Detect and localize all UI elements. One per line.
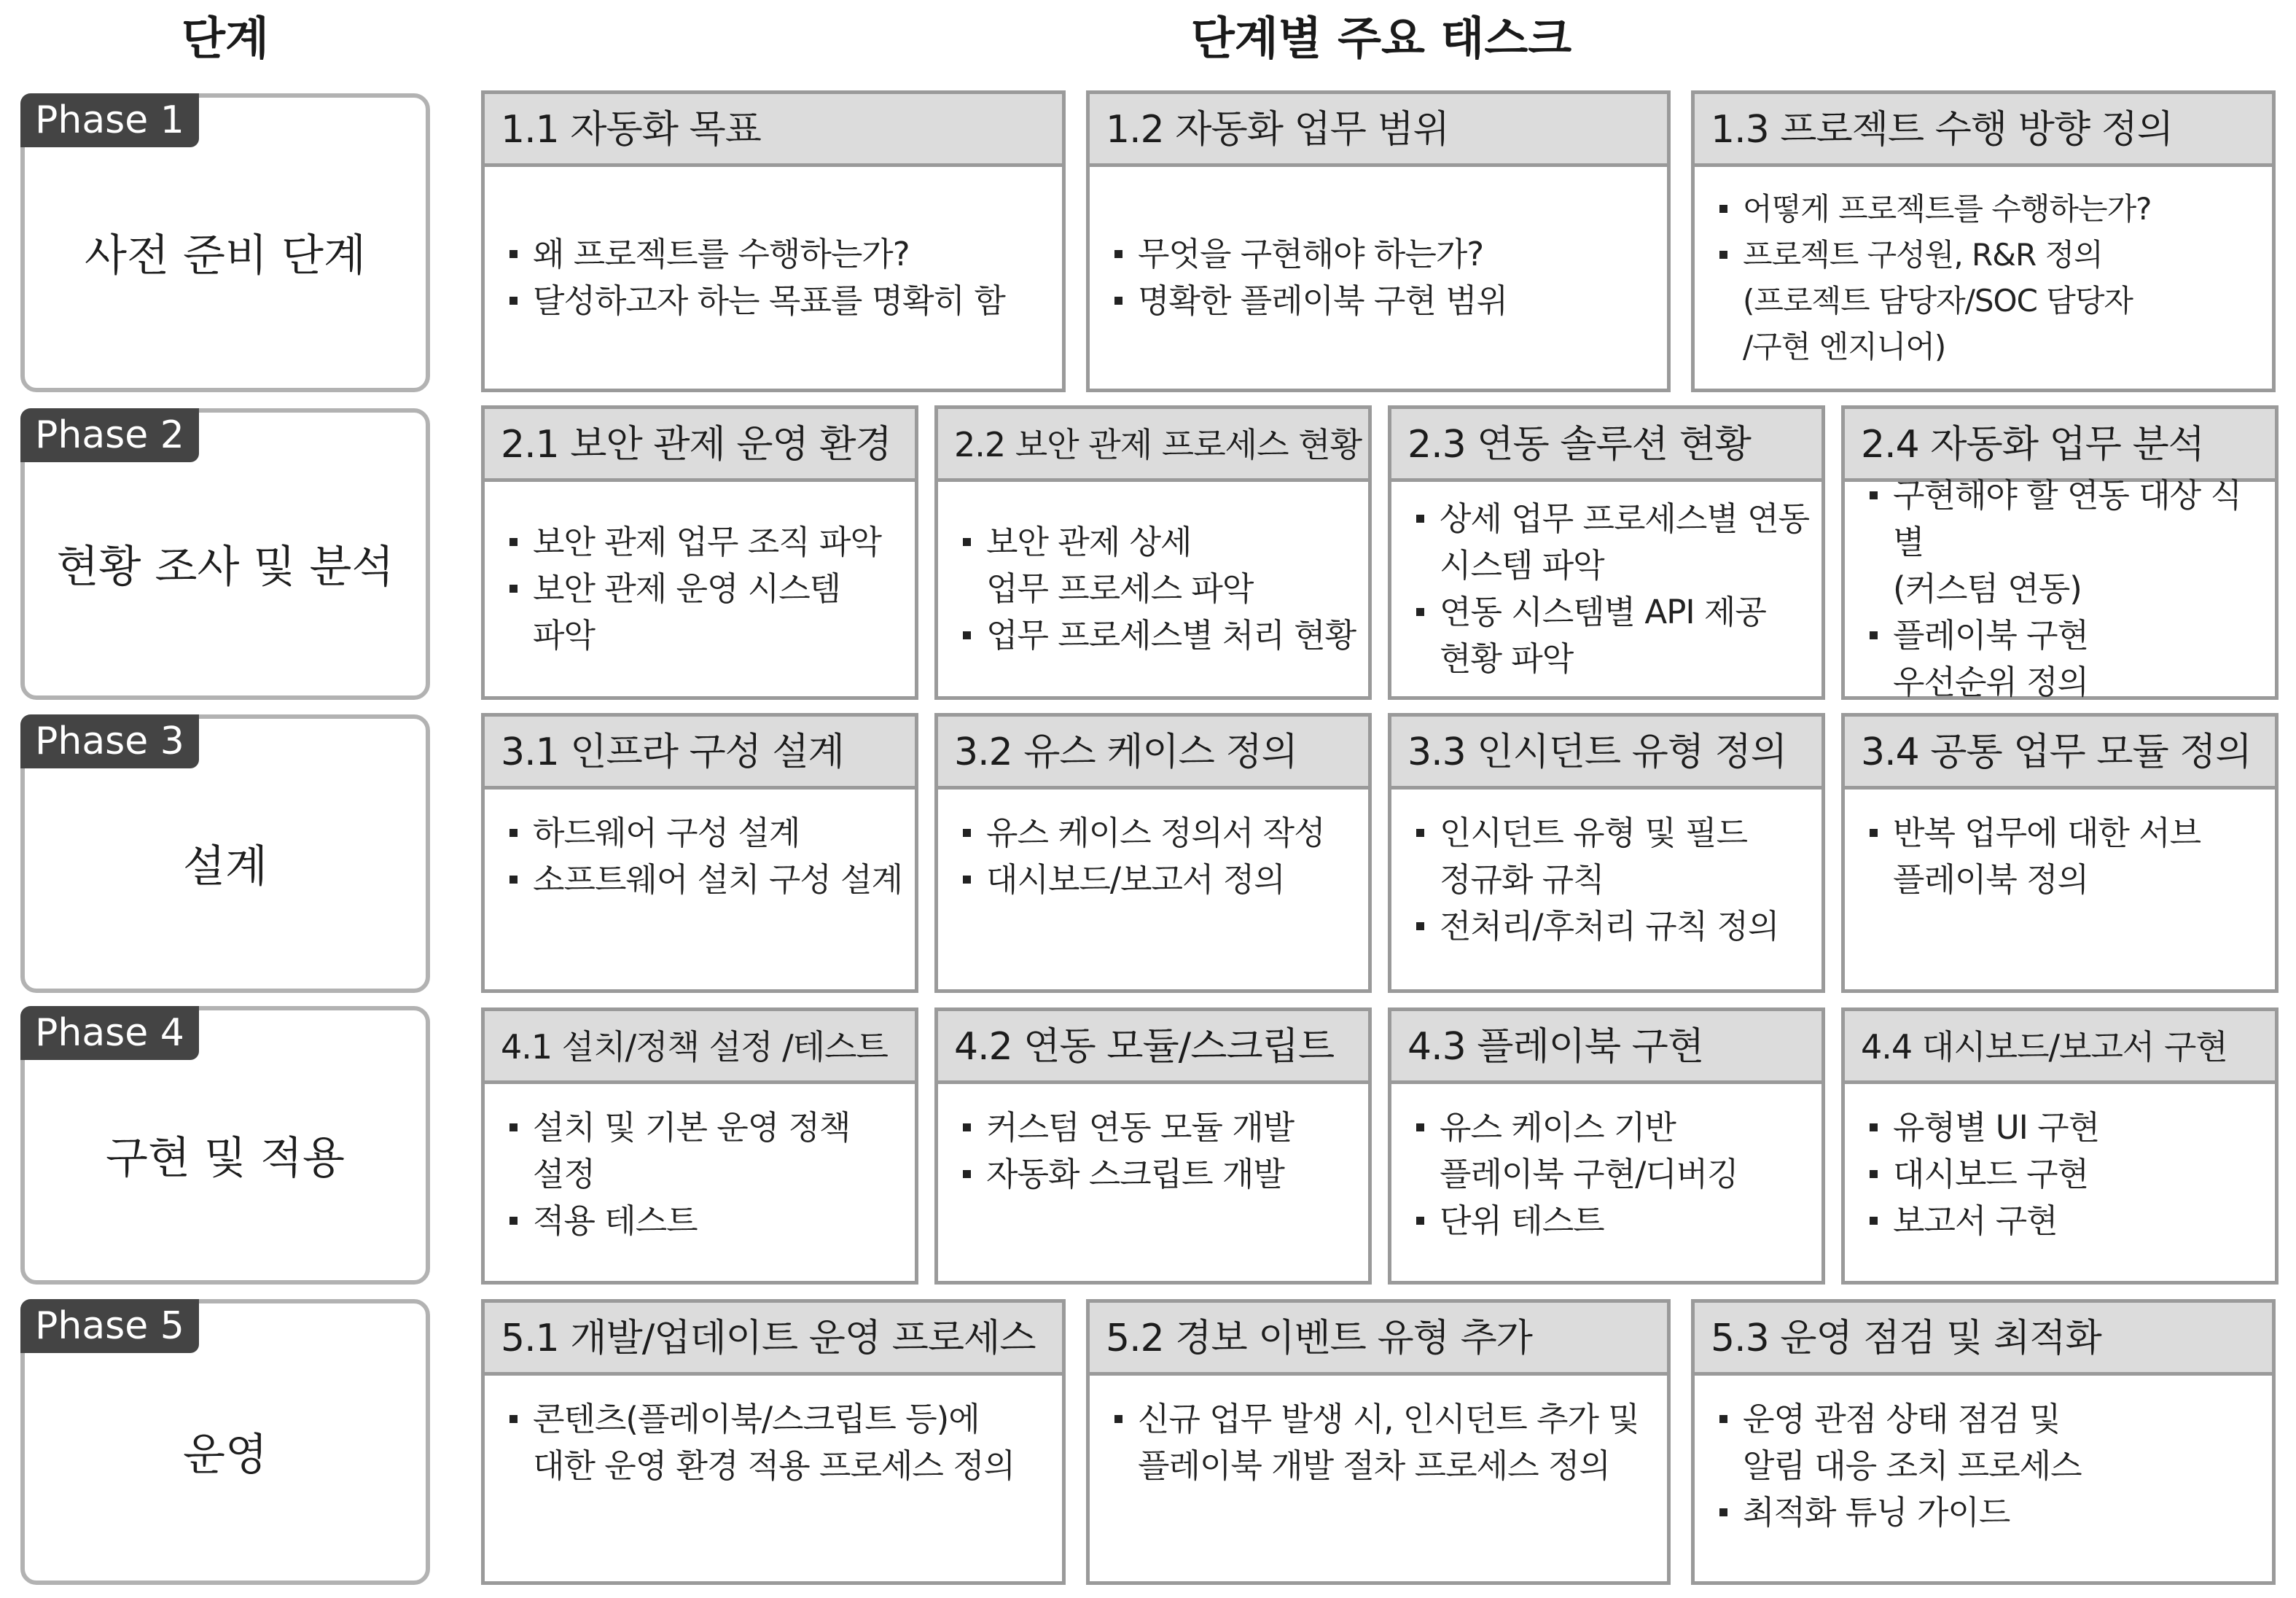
task-2-1 [481, 405, 918, 700]
task-2-1-bullet: 보안 관제 업무 조직 파악 [505, 519, 906, 566]
task-1-2-title: 1.2 자동화 업무 범위 [1090, 94, 1667, 167]
task-5-2-title: 5.2 경보 이벤트 유형 추가 [1090, 1303, 1667, 1376]
task-5-1-title: 5.1 개발/업데이트 운영 프로세스 [485, 1303, 1062, 1376]
task-4-4-bullet: 보고서 구현 [1865, 1198, 2266, 1244]
phase-4-tag: Phase 4 [20, 1006, 199, 1060]
task-3-2 [934, 713, 1372, 993]
task-3-2-bullet: 대시보드/보고서 정의 [958, 857, 1359, 903]
task-3-3 [1388, 713, 1825, 993]
phase-3-box [20, 714, 430, 993]
task-5-3-title: 5.3 운영 점검 및 최적화 [1695, 1303, 2272, 1376]
task-1-2 [1086, 90, 1671, 392]
task-3-3-bullet: 인시던트 유형 및 필드 정규화 규칙 [1412, 810, 1813, 903]
task-2-2-bullet: 보안 관제 상세 업무 프로세스 파악 [958, 519, 1359, 612]
phase-4-box [20, 1006, 430, 1285]
task-2-1-title: 2.1 보안 관제 운영 환경 [485, 409, 915, 482]
task-2-3-title: 2.3 연동 솔루션 현황 [1391, 409, 1821, 482]
task-2-4-bullet: 구현해야 할 연동 대상 식별 (커스텀 연동) [1865, 472, 2266, 612]
task-5-3 [1691, 1299, 2276, 1585]
task-1-2-bullet: 명확한 플레이북 구현 범위 [1110, 278, 1658, 324]
task-3-1-bullet: 소프트웨어 설치 구성 설계 [505, 857, 906, 903]
task-4-3 [1388, 1007, 1825, 1285]
task-4-1-title: 4.1 설치/정책 설정 /테스트 [485, 1011, 915, 1084]
task-4-3-bullet: 단위 테스트 [1412, 1198, 1813, 1244]
task-2-4 [1841, 405, 2279, 700]
task-4-1-bullet: 설치 및 기본 운영 정책 설정 [505, 1104, 906, 1198]
task-2-2-title: 2.2 보안 관제 프로세스 현황 [938, 409, 1368, 482]
task-4-4-bullet: 유형별 UI 구현 [1865, 1104, 2266, 1151]
phase-1-box [20, 93, 430, 392]
task-5-2 [1086, 1299, 1671, 1585]
task-1-1-bullet: 왜 프로젝트를 수행하는가? [505, 231, 1053, 278]
task-4-4-title: 4.4 대시보드/보고서 구현 [1845, 1011, 2275, 1084]
task-2-1-bullet: 보안 관제 운영 시스템 파악 [505, 566, 906, 659]
task-4-2-title: 4.2 연동 모듈/스크립트 [938, 1011, 1368, 1084]
task-4-2-bullet: 자동화 스크립트 개발 [958, 1151, 1359, 1198]
phase-2-box [20, 408, 430, 700]
task-3-1-title: 3.1 인프라 구성 설계 [485, 717, 915, 790]
task-3-4-title: 3.4 공통 업무 모듈 정의 [1845, 717, 2275, 790]
task-4-2-bullet: 커스텀 연동 모듈 개발 [958, 1104, 1359, 1151]
task-5-1-bullet: 콘텐츠(플레이북/스크립트 등)에 대한 운영 환경 적용 프로세스 정의 [505, 1396, 1053, 1489]
task-1-1 [481, 90, 1066, 392]
phase-1-name: 사전 준비 단계 [85, 230, 366, 281]
tasks-column-header: 단계별 주요 태스크 [1190, 12, 1572, 65]
phase-3-name: 설계 [183, 841, 268, 892]
task-1-1-bullet: 달성하고자 하는 목표를 명확히 함 [505, 278, 1053, 324]
task-2-2 [934, 405, 1372, 700]
task-5-3-bullet: 최적화 튜닝 가이드 [1715, 1489, 2263, 1536]
task-1-3 [1691, 90, 2276, 392]
task-3-2-title: 3.2 유스 케이스 정의 [938, 717, 1368, 790]
task-1-3-title: 1.3 프로젝트 수행 방향 정의 [1695, 94, 2272, 167]
task-4-4 [1841, 1007, 2279, 1285]
task-3-4-bullet: 반복 업무에 대한 서브 플레이북 정의 [1865, 810, 2266, 903]
phase-1-tag: Phase 1 [20, 93, 199, 147]
task-3-1-bullet: 하드웨어 구성 설계 [505, 810, 906, 857]
task-1-3-bullet: 프로젝트 구성원, R&R 정의 (프로젝트 담당자/SOC 담당자 /구현 엔지니어) [1715, 232, 2263, 370]
task-1-2-bullet: 무엇을 구현해야 하는가? [1110, 231, 1658, 278]
task-2-2-bullet: 업무 프로세스별 처리 현황 [958, 612, 1359, 659]
phase-4-name: 구현 및 적용 [106, 1133, 345, 1184]
stage-column-header: 단계 [181, 12, 269, 65]
task-4-2 [934, 1007, 1372, 1285]
task-4-4-bullet: 대시보드 구현 [1865, 1151, 2266, 1198]
task-5-2-bullet: 신규 업무 발생 시, 인시던트 추가 및 플레이북 개발 절차 프로세스 정의 [1110, 1396, 1658, 1489]
task-5-3-bullet: 운영 관점 상태 점검 및 알림 대응 조치 프로세스 [1715, 1396, 2263, 1489]
task-3-2-bullet: 유스 케이스 정의서 작성 [958, 810, 1359, 857]
task-4-3-bullet: 유스 케이스 기반 플레이북 구현/디버깅 [1412, 1104, 1813, 1198]
task-2-3 [1388, 405, 1825, 700]
task-2-3-bullet: 상세 업무 프로세스별 연동 시스템 파악 [1412, 496, 1813, 589]
task-5-1 [481, 1299, 1066, 1585]
phase-5-tag: Phase 5 [20, 1299, 199, 1353]
task-2-3-bullet: 연동 시스템별 API 제공 현황 파악 [1412, 589, 1813, 682]
task-2-4-bullet: 플레이북 구현 우선순위 정의 [1865, 612, 2266, 706]
phase-2-name: 현황 조사 및 분석 [56, 542, 394, 593]
phase-2-tag: Phase 2 [20, 408, 199, 462]
phase-5-box [20, 1299, 430, 1585]
task-3-3-title: 3.3 인시던트 유형 정의 [1391, 717, 1821, 790]
task-4-1-bullet: 적용 테스트 [505, 1198, 906, 1244]
task-3-1 [481, 713, 918, 993]
task-2-4-title: 2.4 자동화 업무 분석 [1845, 409, 2275, 482]
phase-5-name: 운영 [183, 1430, 268, 1481]
task-1-1-title: 1.1 자동화 목표 [485, 94, 1062, 167]
task-3-4 [1841, 713, 2279, 993]
task-3-3-bullet: 전처리/후처리 규칙 정의 [1412, 903, 1813, 950]
task-4-3-title: 4.3 플레이북 구현 [1391, 1011, 1821, 1084]
phase-3-tag: Phase 3 [20, 714, 199, 768]
task-4-1 [481, 1007, 918, 1285]
task-1-3-bullet: 어떻게 프로젝트를 수행하는가? [1715, 186, 2263, 232]
